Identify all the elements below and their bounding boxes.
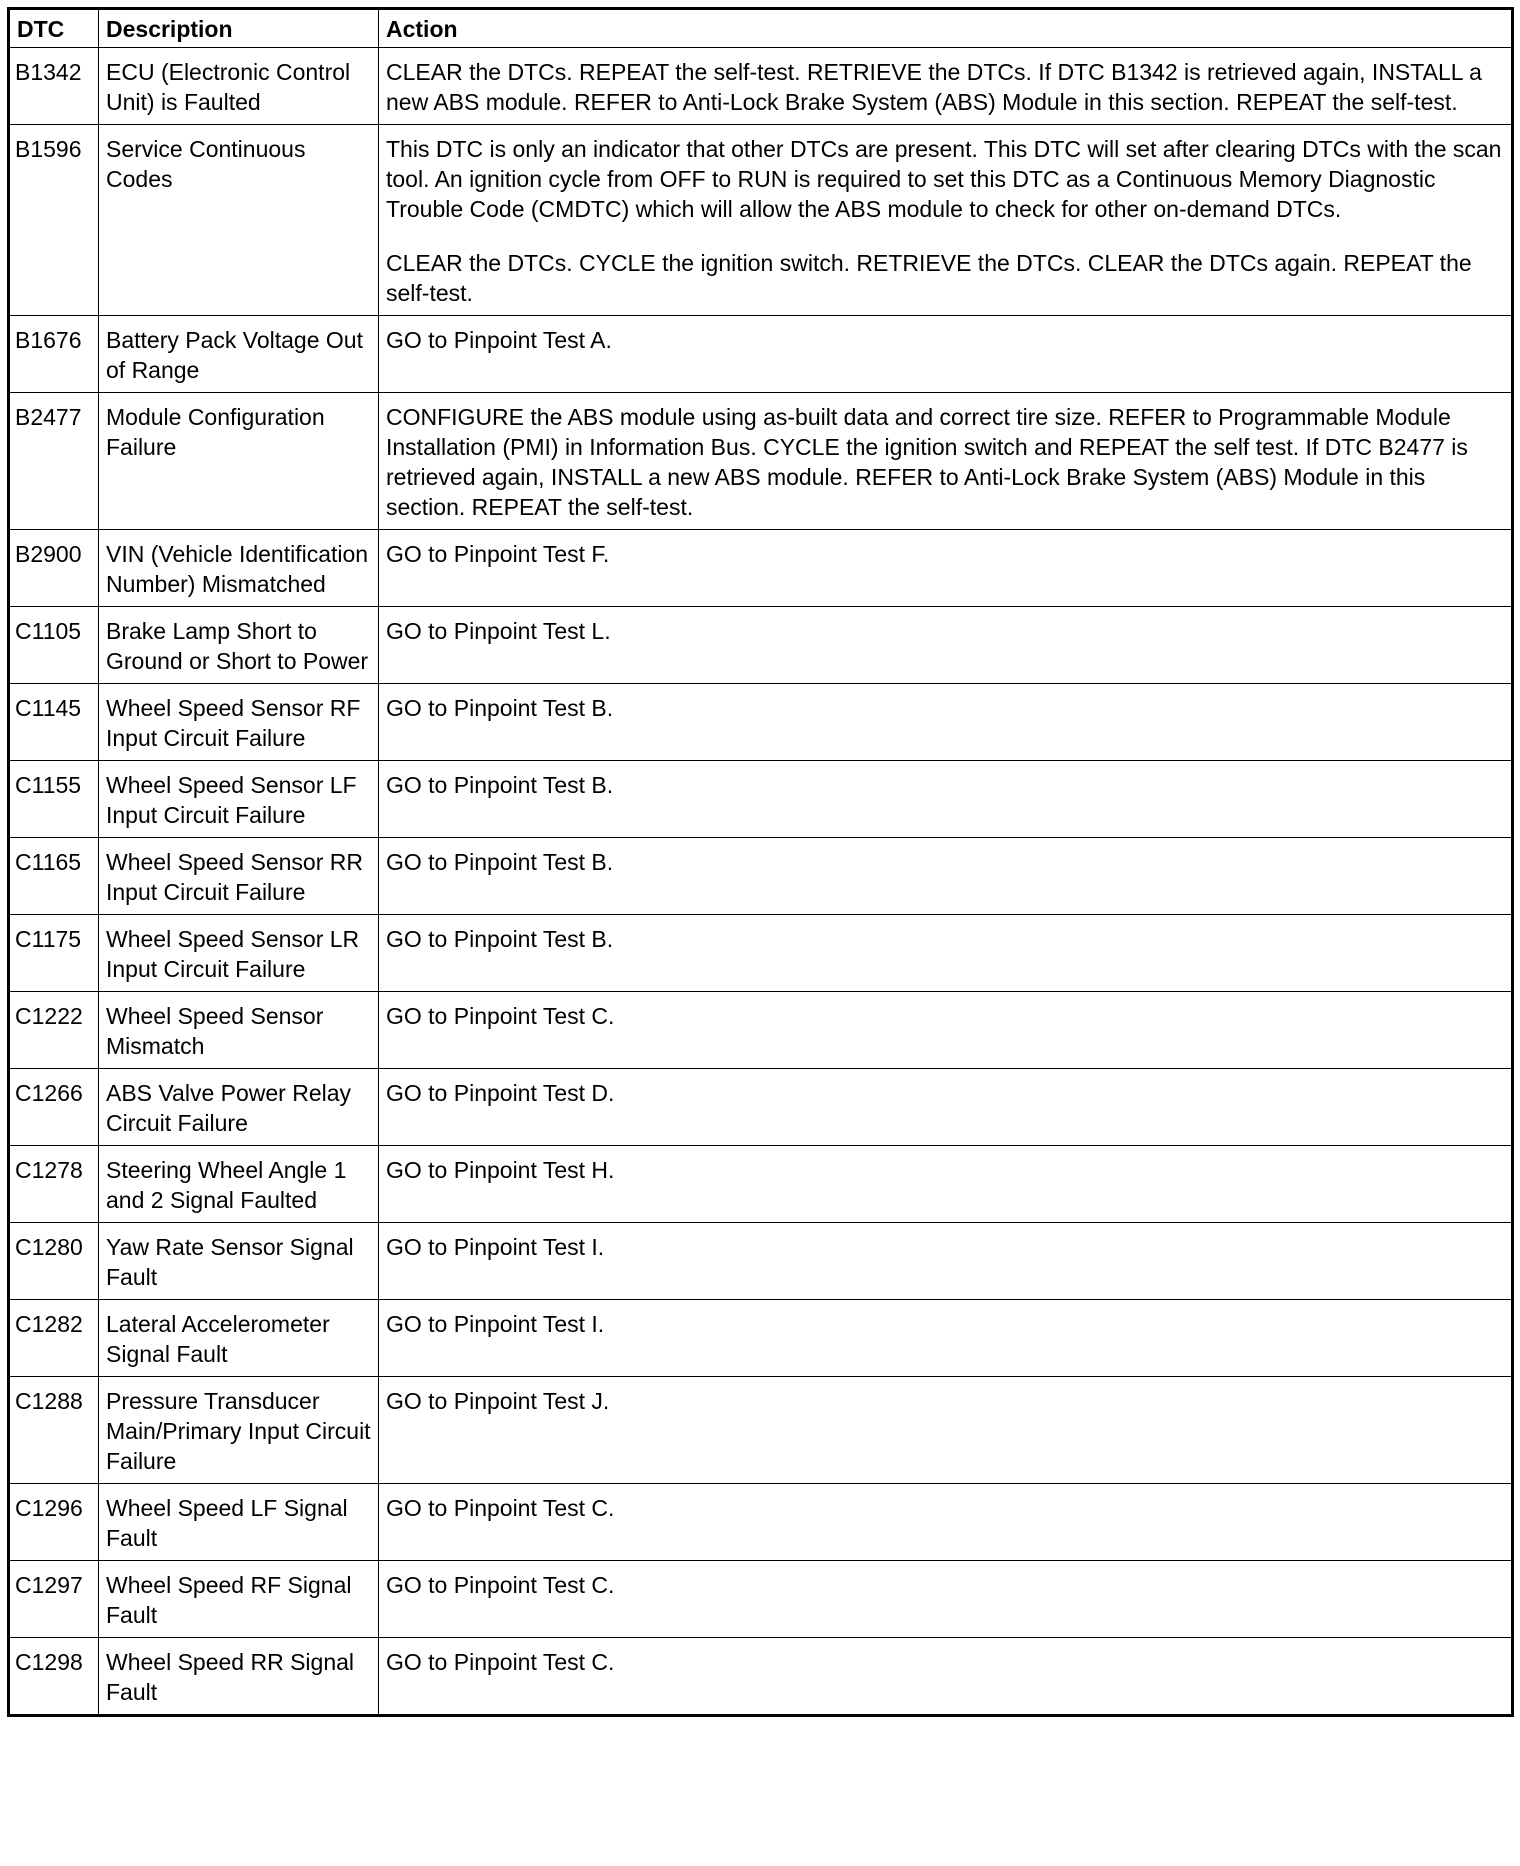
action-paragraph: GO to Pinpoint Test I. xyxy=(386,1234,605,1260)
dtc-action-cell xyxy=(379,838,1513,915)
dtc-action-cell xyxy=(379,915,1513,992)
dtc-description-cell: Wheel Speed RF Signal Fault xyxy=(99,1561,379,1638)
dtc-description-cell: Wheel Speed Sensor LR Input Circuit Failure xyxy=(99,915,379,992)
dtc-description-cell: Brake Lamp Short to Ground or Short to Power xyxy=(99,607,379,684)
dtc-action-cell xyxy=(379,1561,1513,1638)
action-paragraph: GO to Pinpoint Test D. xyxy=(386,1080,615,1106)
action-paragraph: GO to Pinpoint Test F. xyxy=(386,541,610,567)
dtc-code-cell: C1165 xyxy=(9,838,99,915)
action-paragraph: GO to Pinpoint Test C. xyxy=(386,1649,615,1675)
dtc-action-cell xyxy=(379,1638,1513,1716)
dtc-action-cell xyxy=(379,316,1513,393)
action-paragraph: GO to Pinpoint Test A. xyxy=(386,327,612,353)
dtc-description-cell: Wheel Speed Sensor Mismatch xyxy=(99,992,379,1069)
dtc-action-cell xyxy=(379,393,1513,530)
table-row xyxy=(9,316,1513,393)
dtc-description-cell: Module Configuration Failure xyxy=(99,393,379,530)
dtc-action-cell xyxy=(379,1300,1513,1377)
dtc-code-cell: B1342 xyxy=(9,48,99,125)
table-row xyxy=(9,761,1513,838)
table-row xyxy=(9,125,1513,316)
table-row xyxy=(9,992,1513,1069)
table-row xyxy=(9,1377,1513,1484)
action-paragraph: GO to Pinpoint Test C. xyxy=(386,1572,615,1598)
dtc-action-cell xyxy=(379,1484,1513,1561)
dtc-description-cell: Lateral Accelerometer Signal Fault xyxy=(99,1300,379,1377)
dtc-code-cell: B1676 xyxy=(9,316,99,393)
dtc-code-cell: C1105 xyxy=(9,607,99,684)
dtc-description-cell: Wheel Speed RR Signal Fault xyxy=(99,1638,379,1716)
dtc-code-cell: C1280 xyxy=(9,1223,99,1300)
header-row xyxy=(9,9,1513,48)
dtc-code-cell: B2900 xyxy=(9,530,99,607)
table-row xyxy=(9,838,1513,915)
dtc-code-cell: C1145 xyxy=(9,684,99,761)
action-paragraph: GO to Pinpoint Test I. xyxy=(386,1311,605,1337)
dtc-description-cell: Steering Wheel Angle 1 and 2 Signal Faulted xyxy=(99,1146,379,1223)
dtc-description-cell: Service Continuous Codes xyxy=(99,125,379,316)
table-row xyxy=(9,393,1513,530)
dtc-description-cell: ECU (Electronic Control Unit) is Faulted xyxy=(99,48,379,125)
table-row xyxy=(9,530,1513,607)
action-paragraph: GO to Pinpoint Test C. xyxy=(386,1003,615,1029)
table-body xyxy=(9,48,1513,1716)
dtc-table xyxy=(7,7,1514,1717)
dtc-code-cell: C1155 xyxy=(9,761,99,838)
table-row xyxy=(9,1300,1513,1377)
table-row xyxy=(9,1223,1513,1300)
table-row xyxy=(9,915,1513,992)
dtc-code-cell: C1175 xyxy=(9,915,99,992)
action-paragraph: CLEAR the DTCs. REPEAT the self-test. RETRIEVE the DTCs. If DTC B1342 is retrieved again, INSTALL a new ABS module. REFER to Anti-Lock Brake System (ABS) Module in this section. REPEAT the self-test. xyxy=(386,59,1482,115)
dtc-description-cell: Pressure Transducer Main/Primary Input Circuit Failure xyxy=(99,1377,379,1484)
table-row xyxy=(9,1484,1513,1561)
dtc-action-cell xyxy=(379,125,1513,316)
table-row xyxy=(9,684,1513,761)
dtc-description-cell: Yaw Rate Sensor Signal Fault xyxy=(99,1223,379,1300)
dtc-action-cell xyxy=(379,992,1513,1069)
dtc-code-cell: B2477 xyxy=(9,393,99,530)
table-row xyxy=(9,1069,1513,1146)
dtc-description-cell: VIN (Vehicle Identification Number) Mismatched xyxy=(99,530,379,607)
dtc-description-cell: Wheel Speed Sensor RF Input Circuit Failure xyxy=(99,684,379,761)
action-paragraph: CONFIGURE the ABS module using as-built data and correct tire size. REFER to Programmable Module Installation (PMI) in Information Bus. CYCLE the ignition switch and REPEAT the self test. If DTC B2477 is retrieved again, INSTALL a new ABS module. REFER to Anti-Lock Brake System (ABS) Module in this section. REPEAT the self-test. xyxy=(386,404,1468,520)
table-header xyxy=(9,9,1513,48)
dtc-code-cell: C1282 xyxy=(9,1300,99,1377)
action-paragraph: GO to Pinpoint Test L. xyxy=(386,618,611,644)
dtc-description-cell: Battery Pack Voltage Out of Range xyxy=(99,316,379,393)
table-row xyxy=(9,1638,1513,1716)
dtc-code-cell: B1596 xyxy=(9,125,99,316)
dtc-description-cell: ABS Valve Power Relay Circuit Failure xyxy=(99,1069,379,1146)
dtc-action-cell xyxy=(379,1377,1513,1484)
dtc-code-cell: C1297 xyxy=(9,1561,99,1638)
dtc-table-container xyxy=(7,7,1514,1717)
dtc-description-cell: Wheel Speed Sensor LF Input Circuit Failure xyxy=(99,761,379,838)
action-paragraph: GO to Pinpoint Test B. xyxy=(386,926,614,952)
table-row xyxy=(9,1561,1513,1638)
action-paragraph: This DTC is only an indicator that other DTCs are present. This DTC will set after clearing DTCs with the scan tool. An ignition cycle from OFF to RUN is required to set this DTC as a Continuous Memory Diagnostic Trouble Code (CMDTC) which will allow the ABS module to check for other on-demand DTCs. xyxy=(386,136,1502,222)
table-row xyxy=(9,48,1513,125)
action-paragraph: CLEAR the DTCs. CYCLE the ignition switch. RETRIEVE the DTCs. CLEAR the DTCs again. REPEAT the self-test. xyxy=(386,250,1472,306)
table-row xyxy=(9,1146,1513,1223)
dtc-action-cell xyxy=(379,684,1513,761)
dtc-action-cell xyxy=(379,48,1513,125)
dtc-action-cell xyxy=(379,1069,1513,1146)
dtc-action-cell xyxy=(379,530,1513,607)
dtc-description-cell: Wheel Speed LF Signal Fault xyxy=(99,1484,379,1561)
header-description: Description xyxy=(99,9,379,48)
dtc-code-cell: C1278 xyxy=(9,1146,99,1223)
header-action: Action xyxy=(379,9,1513,48)
dtc-action-cell xyxy=(379,761,1513,838)
dtc-code-cell: C1288 xyxy=(9,1377,99,1484)
dtc-description-cell: Wheel Speed Sensor RR Input Circuit Failure xyxy=(99,838,379,915)
action-paragraph: GO to Pinpoint Test C. xyxy=(386,1495,615,1521)
action-paragraph: GO to Pinpoint Test H. xyxy=(386,1157,615,1183)
table-row xyxy=(9,607,1513,684)
header-dtc: DTC xyxy=(9,9,99,48)
action-paragraph: GO to Pinpoint Test B. xyxy=(386,849,614,875)
dtc-code-cell: C1296 xyxy=(9,1484,99,1561)
dtc-action-cell xyxy=(379,1223,1513,1300)
dtc-code-cell: C1266 xyxy=(9,1069,99,1146)
action-paragraph: GO to Pinpoint Test J. xyxy=(386,1388,610,1414)
dtc-action-cell xyxy=(379,607,1513,684)
dtc-code-cell: C1298 xyxy=(9,1638,99,1716)
action-paragraph: GO to Pinpoint Test B. xyxy=(386,695,614,721)
dtc-action-cell xyxy=(379,1146,1513,1223)
dtc-code-cell: C1222 xyxy=(9,992,99,1069)
action-paragraph: GO to Pinpoint Test B. xyxy=(386,772,614,798)
